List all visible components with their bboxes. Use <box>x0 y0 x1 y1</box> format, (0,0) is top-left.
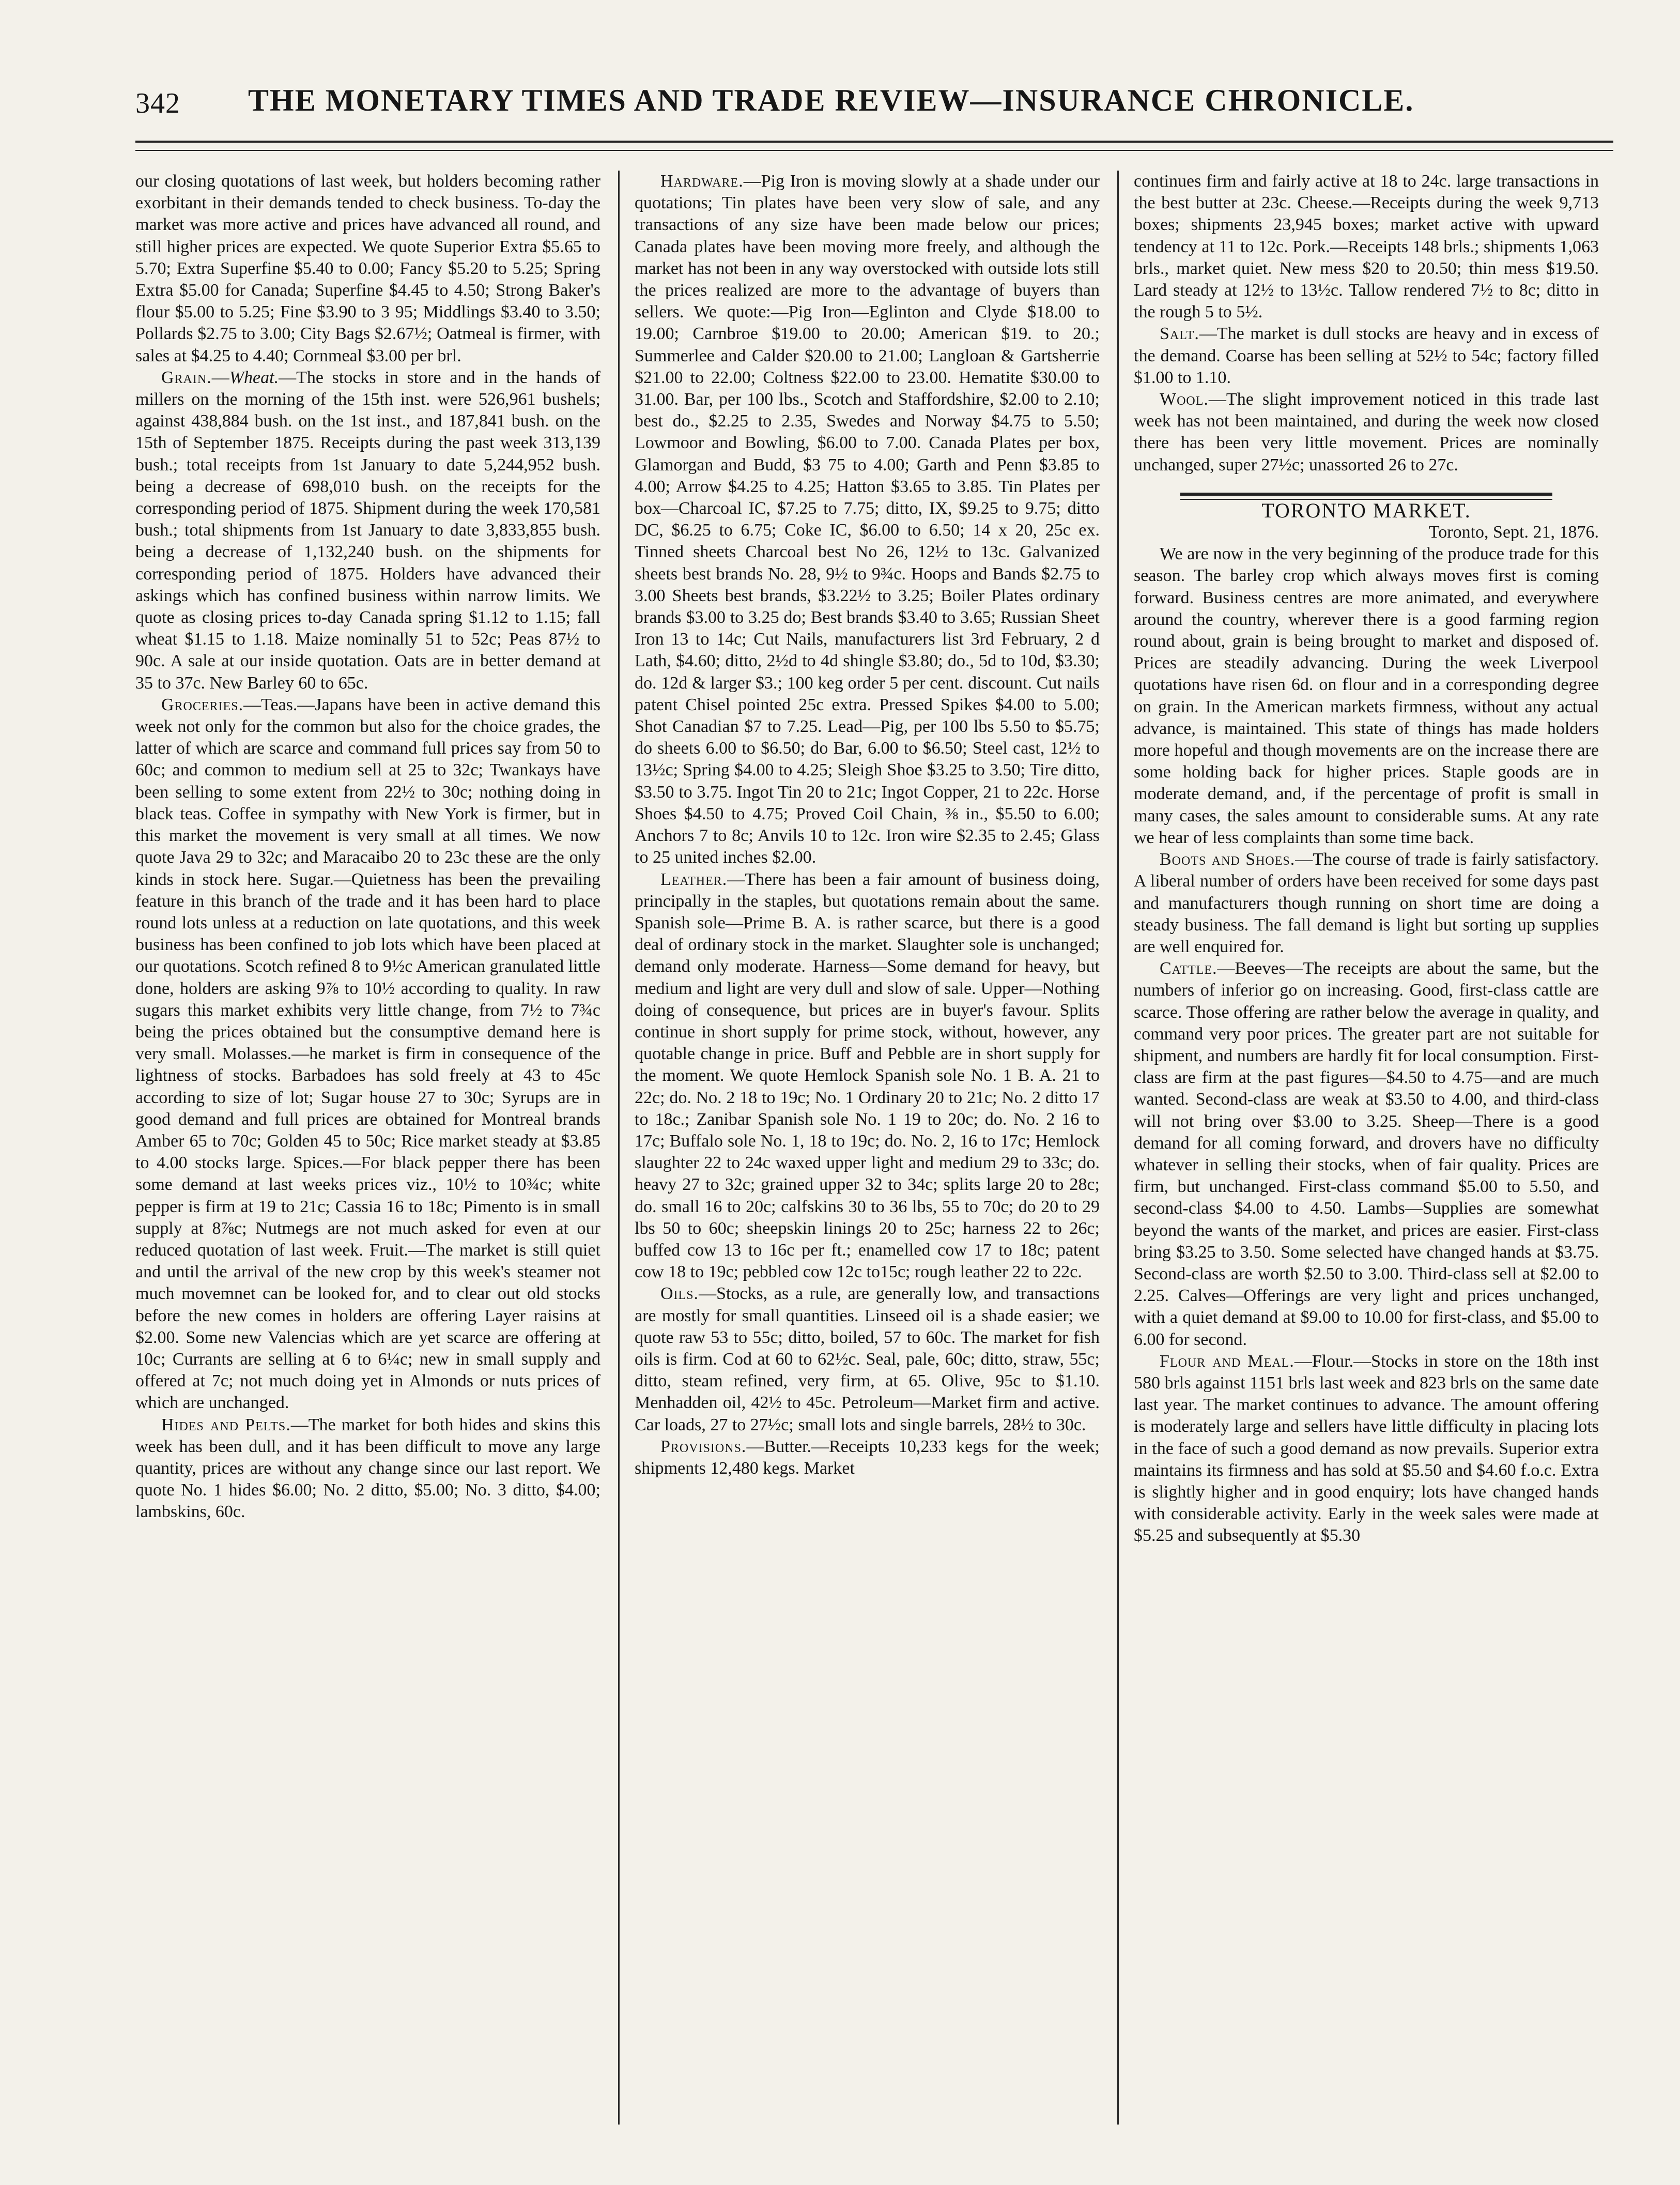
hardware-heading: Hardware. <box>660 172 744 191</box>
cattle-text: —Beeves—The receipts are about the same, but the numbers of inferior go on increasing. Good, first-class cattle are scarce. Those offering are rather below the average in quality, and command very poor prices. The greater part are not suitable for shipment, and numbers are hardly fit for local consumption. First-class are firm at the past figures—$4.50 to 4.75—and are much wanted. Second-class are weak at $3.50 to 4.00, and third-class will not bring over $3.00 to 3.25. Sheep—There is a good demand for all coming forward, and drovers have no difficulty whatever in selling their stocks, when of fair quality. Prices are firm, but unchanged. First-class command $5.00 to 5.50, and second-class $4.00 to 4.50. Lambs—Supplies are somewhat beyond the wants of the market, and prices are easier. First-class bring $3.25 to 3.50. Some selected have changed hands at $3.75. Second-class are worth $2.50 to 3.00. Third-class sell at $2.00 to 2.25. Calves—Offerings are very light and prices unchanged, with a quiet demand at $9.00 to 10.00 for first-class, and $5.00 to 6.00 for second. <box>1134 959 1599 1349</box>
flour-meal-heading: Flour and Meal. <box>1160 1351 1294 1371</box>
toronto-market-heading: TORONTO MARKET. <box>1261 498 1471 522</box>
page-number: 342 <box>135 87 180 119</box>
column-2 <box>635 171 1100 2125</box>
toronto-dateline: Toronto, Sept. 21, 1876. <box>1428 523 1599 542</box>
leather-heading: Leather. <box>660 869 728 889</box>
wool-heading: Wool. <box>1160 390 1209 409</box>
oils-paragraph <box>635 1283 1100 1435</box>
boots-paragraph <box>1134 849 1599 958</box>
wool-text: —The slight improvement noticed in this trade last week has not been maintained, and during the week now closed there has been very little movement. Prices are nominally unchanged, super 27½c; unassorted 26 to 27c. <box>1134 390 1599 475</box>
header-rule <box>135 141 1613 143</box>
boots-heading: Boots and Shoes. <box>1160 850 1296 869</box>
leather-paragraph <box>635 869 1100 1284</box>
salt-paragraph <box>1134 323 1599 389</box>
oils-text: —Stocks, as a rule, are generally low, and transactions are mostly for small quantities. Linseed oil is a shade easier; we quote raw 53 to 55c; ditto, boiled, 57 to 60c. The market for fish oils is firm. Cod at 60 to 62½c. Seal, pale, 60c; ditto, straw, 55c; ditto, steam refined, very firm, at 65. Olive, 95c to $1.10. Menhadden oil, 42½ to 45c. Petroleum—Market firm and active. Car loads, 27 to 27½c; small lots and single barrels, 28½ to 30c. <box>635 1284 1100 1434</box>
cattle-paragraph <box>1134 958 1599 1351</box>
column-divider-1 <box>618 171 620 2125</box>
grain-text: —The stocks in store and in the hands of millers on the morning of the 15th inst. were 526,961 bushels; against 438,884 bush. on the 1st inst., and 187,841 bush. on the 15th of September 1875. Receipts during the past week 313,139 bush.; total receipts from 1st January to date 5,244,952 bush. being a decrease of 698,010 bush. on the receipts for the corresponding period of 1875. Shipment during the week 170,581 bush.; total shipments from 1st January to date 3,833,855 bush. being a decrease of 1,132,240 bush. on the shipments for corresponding period of 1875. Holders have advanced their askings which has confined business within narrow limits. We quote as closing prices to-day Canada spring $1.12 to 1.15; fall wheat $1.15 to 1.18. Maize nominally 51 to 52c; Peas 87½ to 90c. A sale at our inside quotation. Oats are in better demand at 35 to 37c. New Barley 60 to 65c. <box>135 368 600 693</box>
column-divider-2 <box>1117 171 1119 2125</box>
running-title: THE MONETARY TIMES AND TRADE REVIEW—INSURANCE CHRONICLE. <box>248 83 1414 117</box>
hardware-text: —Pig Iron is moving slowly at a shade under our quotations; Tin plates have been very slow of sale, and any transactions of any size have been made below our prices; Canada plates have been moving more freely, and although the market has not been in any way overstocked with outside lots still the prices realized are more to the advantage of buyers than sellers. We quote:—Pig Iron—Eglinton and Clyde $18.00 to 19.00; Carnbroe $19.00 to 20.00; American $19. to 20.; Summerlee and Calder $20.00 to 21.00; Langloan & Gartsherrie $21.00 to 22.00; Coltness $22.00 to 23.00. Hematite $30.00 to 31.00. Bar, per 100 lbs., Scotch and Staffordshire, $2.00 to 2.10; best do., $2.25 to 2.35, Swedes and Norway $4.75 to 5.50; Lowmoor and Bowling, $6.00 to 7.00. Canada Plates per box, Glamorgan and Budd, $3 75 to 4.00; Garth and Penn $3.85 to 4.00; Arrow $4.25 to 4.25; Hatton $3.65 to 3.85. Tin Plates per box—Charcoal IC, $7.25 to 7.75; ditto, IX, $9.25 to 9.75; ditto DC, $6.25 to 6.75; Coke IC, $6.00 to 6.50; 14 x 20, 25c ex. Tinned sheets Charcoal best No 26, 12½ to 13c. Galvanized sheets best brands No. 28, 9½ to 9¾c. Hoops and Bands $2.75 to 3.00 Sheets best brands, $3.22½ to 3.25; Boiler Plates ordinary brands $3.00 to 3.25 do; Best brands $3.40 to 3.65; Russian Sheet Iron 13 to 14c; Cut Nails, manufacturers list 3rd February, 2 d Lath, $4.60; ditto, 2½d to 4d shingle $3.80; do., 5d to 10d, $3.30; do. 12d & larger $3.; 100 keg order 5 per cent. discount. Cut nails patent Chisel pointed 25c extra. Pressed Spikes $4.00 to 5.00; Shot Canadian $7 to 7.25. Lead—Pig, per 100 lbs 5.50 to $5.75; do sheets 6.00 to $6.50; do Bar, 6.00 to $6.50; Steel cast, 12½ to 13½c; Spring $4.00 to 4.25; Sleigh Shoe $3.25 to 3.50; Tire ditto, $3.50 to 3.75. Ingot Tin 20 to 21c; Ingot Copper, 21 to 22c. Horse Shoes $4.50 to 4.75; Proved Coil Chain, ⅜ in., $5.50 to 6.00; Anchors 7 to 8c; Anvils 10 to 12c. Iron wire $2.35 to 2.45; Glass to 25 united inches $2.00. <box>635 172 1100 867</box>
wool-paragraph <box>1134 389 1599 476</box>
hardware-paragraph <box>635 171 1100 869</box>
oils-heading: Oils. <box>660 1284 699 1304</box>
column-1 <box>135 171 600 2125</box>
column-3 <box>1134 171 1599 2125</box>
grain-paragraph: Grain.—Wheat.—The stocks in store and in the hands of millers on the morning of the 15th inst. were 526,961 bushels; against 438,884 bush. on the 1st inst., and 187,841 bush. on the 15th of September 1875. Receipts during the past week 313,139 bush.; total receipts from 1st January to date 5,244,952 bush. being a decrease of 698,010 bush. on the receipts for the corresponding period of 1875. Shipment during the week 170,581 bush.; total shipments from 1st January to date 3,833,855 bush. being a decrease of 1,132,240 bush. on the shipments for corresponding period of 1875. Holders have advanced their askings which has confined business within narrow limits. We quote as closing prices to-day Canada spring $1.12 to 1.15; fall wheat $1.15 to 1.18. Maize nominally 51 to 52c; Peas 87½ to 90c. A sale at our inside quotation. Oats are in better demand at 35 to 37c. New Barley 60 to 65c. <box>135 368 600 693</box>
flour-meal-paragraph <box>1134 1351 1599 1547</box>
cattle-heading: Cattle. <box>1160 959 1217 979</box>
hides-paragraph <box>135 1414 600 1523</box>
grain-heading: Grain. <box>161 368 212 387</box>
header-rule-thin <box>135 150 1613 151</box>
flour-market-paragraph: our closing quotations of last week, but holders becoming rather exorbitant in their demands tended to check business. To-day the market was more active and prices have advanced all round, and still higher prices are expected. We quote Superior Extra $5.65 to 5.70; Extra Superfine $5.40 to 0.00; Fancy $5.20 to 5.25; Spring Extra $5.00 for Canada; Superfine $4.45 to 4.50; Strong Baker's flour $5.00 to 5.25; Fine $3.90 to 3 95; Middlings $3.40 to 3.50; Pollards $2.75 to 3.00; City Bags $2.67½; Oatmeal is firmer, with sales at $4.25 to 4.40; Cornmeal $3.00 per brl. <box>135 172 600 365</box>
groceries-paragraph <box>135 694 600 1414</box>
leather-text: —There has been a fair amount of business doing, principally in the staples, but quotations remain about the same. Spanish sole—Prime B. A. is rather scarce, but there is a good deal of ordinary stock in the market. Slaughter sole is unchanged; demand only moderate. Harness—Some demand for heavy, but medium and light are very dull and slow of sale. Upper—Nothing doing of consequence, but prices are in buyer's favour. Splits continue in short supply for prime stock, without, however, any quotable change in price. Buff and Pebble are in short supply for the moment. We quote Hemlock Spanish sole No. 1 B. A. 21 to 22c; do. No. 2 18 to 19c; No. 1 Ordinary 20 to 21c; No. 2 ditto 17 to 18c.; Zanibar Spanish sole No. 1 19 to 20c; do. No. 2 16 to 17c; Buffalo sole No. 1, 18 to 19c; do. No. 2, 16 to 17c; Hemlock slaughter 22 to 24c waxed upper light and medium 29 to 33c; do. heavy 27 to 32c; grained upper 32 to 34c; splits large 20 to 28c; do. small 16 to 20c; calfskins 30 to 36 lbs, 55 to 70c; do 20 to 29 lbs 50 to 60c; sheepskin linings 20 to 25c; harness 22 to 26c; buffed cow 13 to 16c per ft.; enamelled cow 17 to 18c; patent cow 18 to 19c; pebbled cow 12c to15c; rough leather 22 to 22c. <box>635 869 1100 1282</box>
boots-text: —The course of trade is fairly satisfactory. A liberal number of orders have been received for some days past and manufacturers though running on short time are doing a steady business. The fall demand is light but sorting up supplies are well enquired for. <box>1134 850 1599 956</box>
flour-meal-text: —Flour.—Stocks in store on the 18th inst 580 brls against 1151 brls last week and 823 brls on the same date last year. The market continues to advance. The amount offering is moderately large and sellers have little difficulty in placing lots in the face of such a good demand as now prevails. Superior extra maintains its firmness and has sold at $5.50 and $4.60 f.o.c. Extra is slightly higher and in good enquiry; lots have changed hands with considerable activity. Early in the week sales were made at $5.25 and subsequently at $5.30 <box>1134 1351 1599 1546</box>
wheat-subheading: Wheat. <box>229 368 279 387</box>
provisions-text: —Butter.—Receipts 10,233 kegs for the week; shipments 12,480 kegs. Market <box>635 1437 1100 1478</box>
groceries-heading: Groceries. <box>161 695 244 714</box>
salt-heading: Salt. <box>1160 324 1199 344</box>
groceries-text: —Teas.—Japans have been in active demand this week not only for the common but also for the choice grades, the latter of which are scarce and command full prices say from 50 to 60c; and common to medium sell at 25 to 32c; Twankays have been selling to some extent from 22½ to 30c; nothing doing in black teas. Coffee in sympathy with New York is firmer, but in this market the movement is very small at all times. We now quote Java 29 to 32c; and Maracaibo 20 to 23c these are the only kinds in stock here. Sugar.—Quietness has been the prevailing feature in this branch of the trade and it has been hard to place round lots unless at a reduction on late quotations, and this week business has been confined to job lots which have been placed at our quotations. Scotch refined 8 to 9½c American granulated little done, holders are asking 9⅞ to 10½ according to quality. In raw sugars this market exhibits very little change, from 7½ to 7¾c being the prices obtained but the consumptive demand here is very small. Molasses.—he market is firm in consequence of the lightness of stocks. Barbadoes has sold freely at 43 to 45c according to size of lot; Sugar house 27 to 30c; Syrups are in good demand and full prices are obtained for Montreal brands Amber 65 to 70c; Golden 45 to 50c; Rice market steady at $3.85 to 4.00 stocks large. Spices.—For black pepper there has been some demand at last weeks prices viz., 10½ to 10¾c; white pepper is firm at 19 to 21c; Cassia 16 to 18c; Pimento is in small supply at 8⅞c; Nutmegs are not much asked for even at our reduced quotation of last week. Fruit.—The market is still quiet and until the arrival of the new crop by this week's steamer not much movemnet can be looked for, and to clear out old stocks before the new comes in holders are offering Layer raisins at $2.00. Some new Valencias which are yet scarce are offering at 10c; Currants are selling at 6 to 6¼c; new in small supply and offered at 7c; not much doing yet in Almonds or nuts prices of which are unchanged. <box>135 695 600 1413</box>
hides-heading: Hides and Pelts. <box>161 1415 291 1434</box>
provisions-paragraph <box>635 1436 1100 1479</box>
toronto-intro-paragraph: We are now in the very beginning of the produce trade for this season. The barley crop which always moves first is coming forward. Business centres are more animated, and everywhere around the country, wherever there is a good farming region round about, grain is being brought to market and disposed of. Prices are steadily advancing. During the week Liverpool quotations have risen 6d. on flour and in a corresponding degree on grain. In the American markets firmness, without any actual advance, is maintained. This state of things has made holders more hopeful and though movements are on the increase there are some holding back for higher prices. Staple goods are in moderate demand, and, if the percentage of profit is small in many cases, the sales amount to considerable sums. At any rate we hear of less complaints than some time back. <box>1134 544 1599 847</box>
provisions-continued-paragraph: continues firm and fairly active at 18 to 24c. large transactions in the best butter at 23c. Cheese.—Receipts during the week 9,713 boxes; shipments 23,945 boxes; market active with upward tendency at 11 to 12c. Pork.—Receipts 148 brls.; shipments 1,063 brls., market quiet. New mess $20 to 20.50; thin mess $19.50. Lard steady at 12½ to 13½c. Tallow rendered 7½ to 8c; ditto in the rough 5 to 5½. <box>1134 172 1599 322</box>
hides-text: —The market for both hides and skins this week has been dull, and it has been difficult to move any large quantity, prices are without any change since our last report. We quote No. 1 hides $6.00; No. 2 ditto, $5.00; No. 3 ditto, $4.00; lambskins, 60c. <box>135 1415 600 1522</box>
provisions-heading: Provisions. <box>660 1437 747 1456</box>
salt-text: —The market is dull stocks are heavy and in excess of the demand. Coarse has been selling at 52½ to 54c; factory filled $1.00 to 1.10. <box>1134 324 1599 387</box>
